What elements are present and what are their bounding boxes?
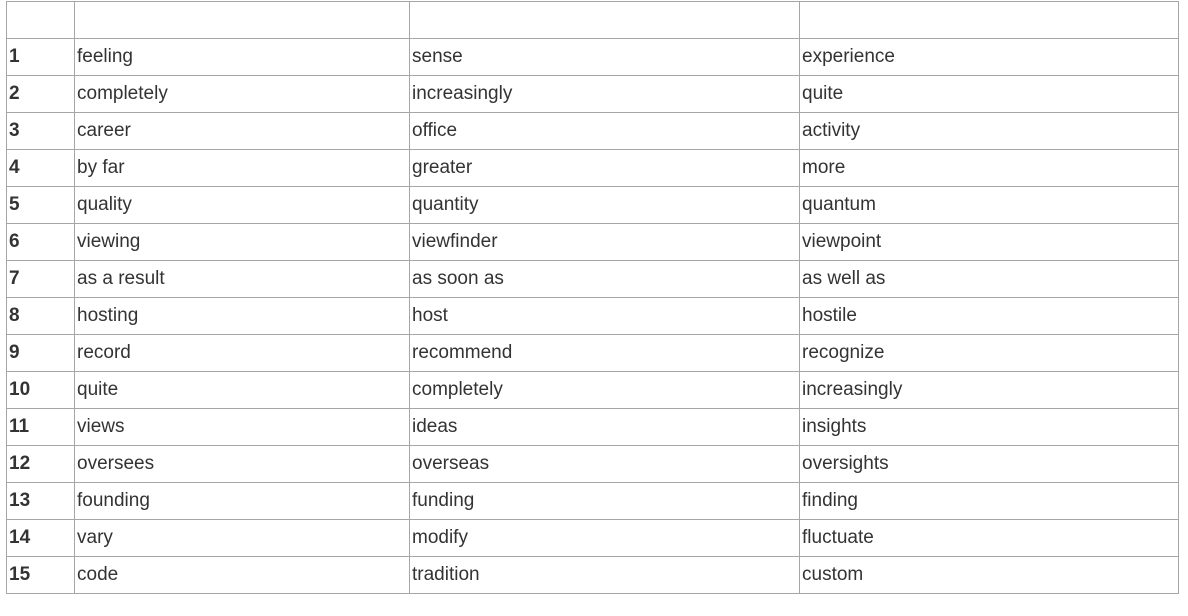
row-number-cell: 8	[7, 298, 75, 335]
option-a-cell: as a result	[75, 261, 410, 298]
option-c-cell: insights	[800, 409, 1179, 446]
row-number-cell: 11	[7, 409, 75, 446]
option-b-cell: sense	[410, 39, 800, 76]
option-c-cell: fluctuate	[800, 520, 1179, 557]
option-a-cell: hosting	[75, 298, 410, 335]
option-b-cell: ideas	[410, 409, 800, 446]
option-c-cell: quantum	[800, 187, 1179, 224]
option-c-cell: custom	[800, 557, 1179, 594]
row-number-cell: 14	[7, 520, 75, 557]
option-c-cell: activity	[800, 113, 1179, 150]
option-c-cell: finding	[800, 483, 1179, 520]
option-c-cell: recognize	[800, 335, 1179, 372]
option-b-cell: increasingly	[410, 76, 800, 113]
option-a-cell: views	[75, 409, 410, 446]
row-number-cell: 4	[7, 150, 75, 187]
table-row	[7, 409, 1179, 446]
table-row	[7, 39, 1179, 76]
option-b-cell: quantity	[410, 187, 800, 224]
header-cell-option-c	[800, 2, 1179, 39]
option-c-cell: experience	[800, 39, 1179, 76]
table-row	[7, 261, 1179, 298]
option-b-cell: office	[410, 113, 800, 150]
option-c-cell: hostile	[800, 298, 1179, 335]
option-c-cell: increasingly	[800, 372, 1179, 409]
row-number-cell: 10	[7, 372, 75, 409]
option-b-cell: as soon as	[410, 261, 800, 298]
row-number-cell: 3	[7, 113, 75, 150]
row-number-cell: 12	[7, 446, 75, 483]
option-a-cell: feeling	[75, 39, 410, 76]
table-row	[7, 150, 1179, 187]
option-a-cell: code	[75, 557, 410, 594]
header-cell-number	[7, 2, 75, 39]
row-number-cell: 5	[7, 187, 75, 224]
option-b-cell: funding	[410, 483, 800, 520]
option-b-cell: modify	[410, 520, 800, 557]
option-b-cell: tradition	[410, 557, 800, 594]
option-c-cell: as well as	[800, 261, 1179, 298]
word-options-table	[6, 1, 1179, 594]
option-b-cell: completely	[410, 372, 800, 409]
option-b-cell: host	[410, 298, 800, 335]
option-c-cell: viewpoint	[800, 224, 1179, 261]
header-cell-option-b	[410, 2, 800, 39]
table-row	[7, 224, 1179, 261]
table-row	[7, 298, 1179, 335]
option-a-cell: record	[75, 335, 410, 372]
word-table-container	[6, 1, 1179, 594]
option-a-cell: completely	[75, 76, 410, 113]
option-b-cell: overseas	[410, 446, 800, 483]
header-cell-option-a	[75, 2, 410, 39]
option-b-cell: viewfinder	[410, 224, 800, 261]
option-c-cell: more	[800, 150, 1179, 187]
row-number-cell: 1	[7, 39, 75, 76]
row-number-cell: 7	[7, 261, 75, 298]
table-row	[7, 372, 1179, 409]
table-row	[7, 113, 1179, 150]
table-row	[7, 187, 1179, 224]
table-row	[7, 76, 1179, 113]
table-row	[7, 557, 1179, 594]
table-row	[7, 483, 1179, 520]
table-row	[7, 520, 1179, 557]
option-c-cell: quite	[800, 76, 1179, 113]
row-number-cell: 2	[7, 76, 75, 113]
option-a-cell: founding	[75, 483, 410, 520]
option-c-cell: oversights	[800, 446, 1179, 483]
option-b-cell: greater	[410, 150, 800, 187]
row-number-cell: 9	[7, 335, 75, 372]
option-b-cell: recommend	[410, 335, 800, 372]
table-row	[7, 335, 1179, 372]
option-a-cell: quite	[75, 372, 410, 409]
option-a-cell: oversees	[75, 446, 410, 483]
option-a-cell: by far	[75, 150, 410, 187]
option-a-cell: career	[75, 113, 410, 150]
table-header-row	[7, 2, 1179, 39]
option-a-cell: vary	[75, 520, 410, 557]
table-row	[7, 446, 1179, 483]
row-number-cell: 15	[7, 557, 75, 594]
option-a-cell: quality	[75, 187, 410, 224]
row-number-cell: 6	[7, 224, 75, 261]
row-number-cell: 13	[7, 483, 75, 520]
option-a-cell: viewing	[75, 224, 410, 261]
